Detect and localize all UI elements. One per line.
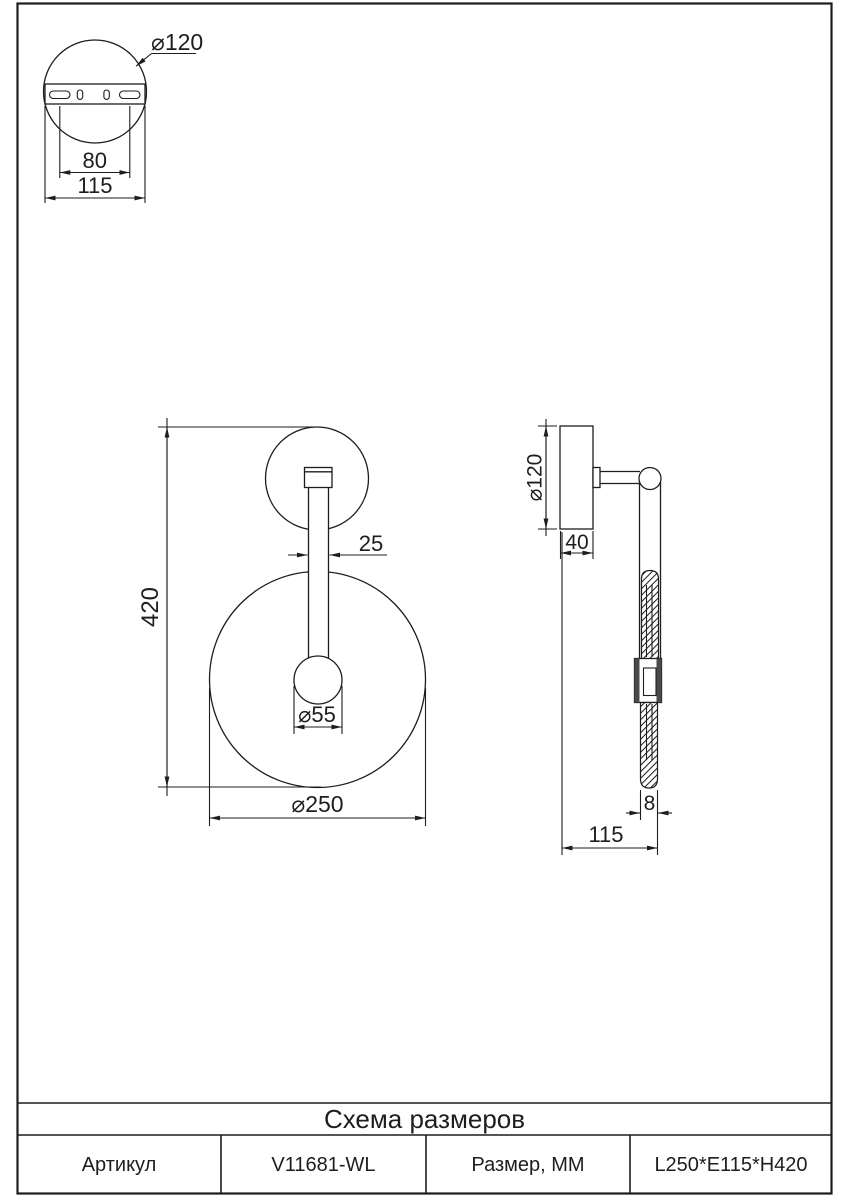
size-label: Размер, ММ <box>471 1154 585 1176</box>
side-view-connector-window <box>644 668 657 696</box>
dim-label: ⌀120 <box>523 453 547 502</box>
front-view-stem-fill <box>309 487 329 663</box>
article-value: V11681-WL <box>271 1154 376 1176</box>
side-view-dim-plate-depth <box>561 531 594 559</box>
info-table <box>17 1103 832 1193</box>
dim-label: 25 <box>358 531 384 556</box>
top-view-dim-slot-spacing <box>60 106 130 178</box>
side-view-pivot-circle <box>639 468 661 490</box>
article-label: Артикул <box>81 1154 157 1176</box>
front-view-dim-height <box>137 418 321 796</box>
dim-label: 115 <box>588 822 624 847</box>
side-view-dim-plate-diameter <box>524 419 558 536</box>
dim-label: ⌀55 <box>298 702 336 727</box>
dim-label: 80 <box>82 148 108 173</box>
dim-label: 420 <box>137 586 164 628</box>
top-view-dim-plate-diameter <box>136 29 203 66</box>
side-view-disc-section-upper <box>642 571 659 660</box>
top-view <box>44 29 204 203</box>
front-view-dim-stem-width <box>288 531 387 556</box>
front-view-connector <box>305 468 333 488</box>
side-view-disc-section-lower <box>641 703 658 789</box>
dim-label: 40 <box>565 531 589 554</box>
dim-label: 8 <box>643 792 656 815</box>
front-view <box>137 418 426 826</box>
side-view-wallplate <box>560 426 593 529</box>
side-view <box>524 419 673 855</box>
side-view-dim-disc-thickness <box>626 790 672 855</box>
dim-label: ⌀250 <box>291 791 344 817</box>
table-title: Схема размеров <box>323 1104 526 1134</box>
dim-label: 115 <box>77 173 113 198</box>
dim-label: ⌀120 <box>151 29 204 55</box>
top-view-bracket <box>45 84 145 104</box>
side-view-connector-bar-right <box>657 659 662 703</box>
front-view-hub-circle <box>294 656 342 704</box>
leader-arrow-line <box>136 54 152 67</box>
size-value: L250*E115*H420 <box>654 1154 808 1176</box>
side-view-connector-bar-left <box>635 659 640 703</box>
side-view-flange <box>593 468 600 488</box>
